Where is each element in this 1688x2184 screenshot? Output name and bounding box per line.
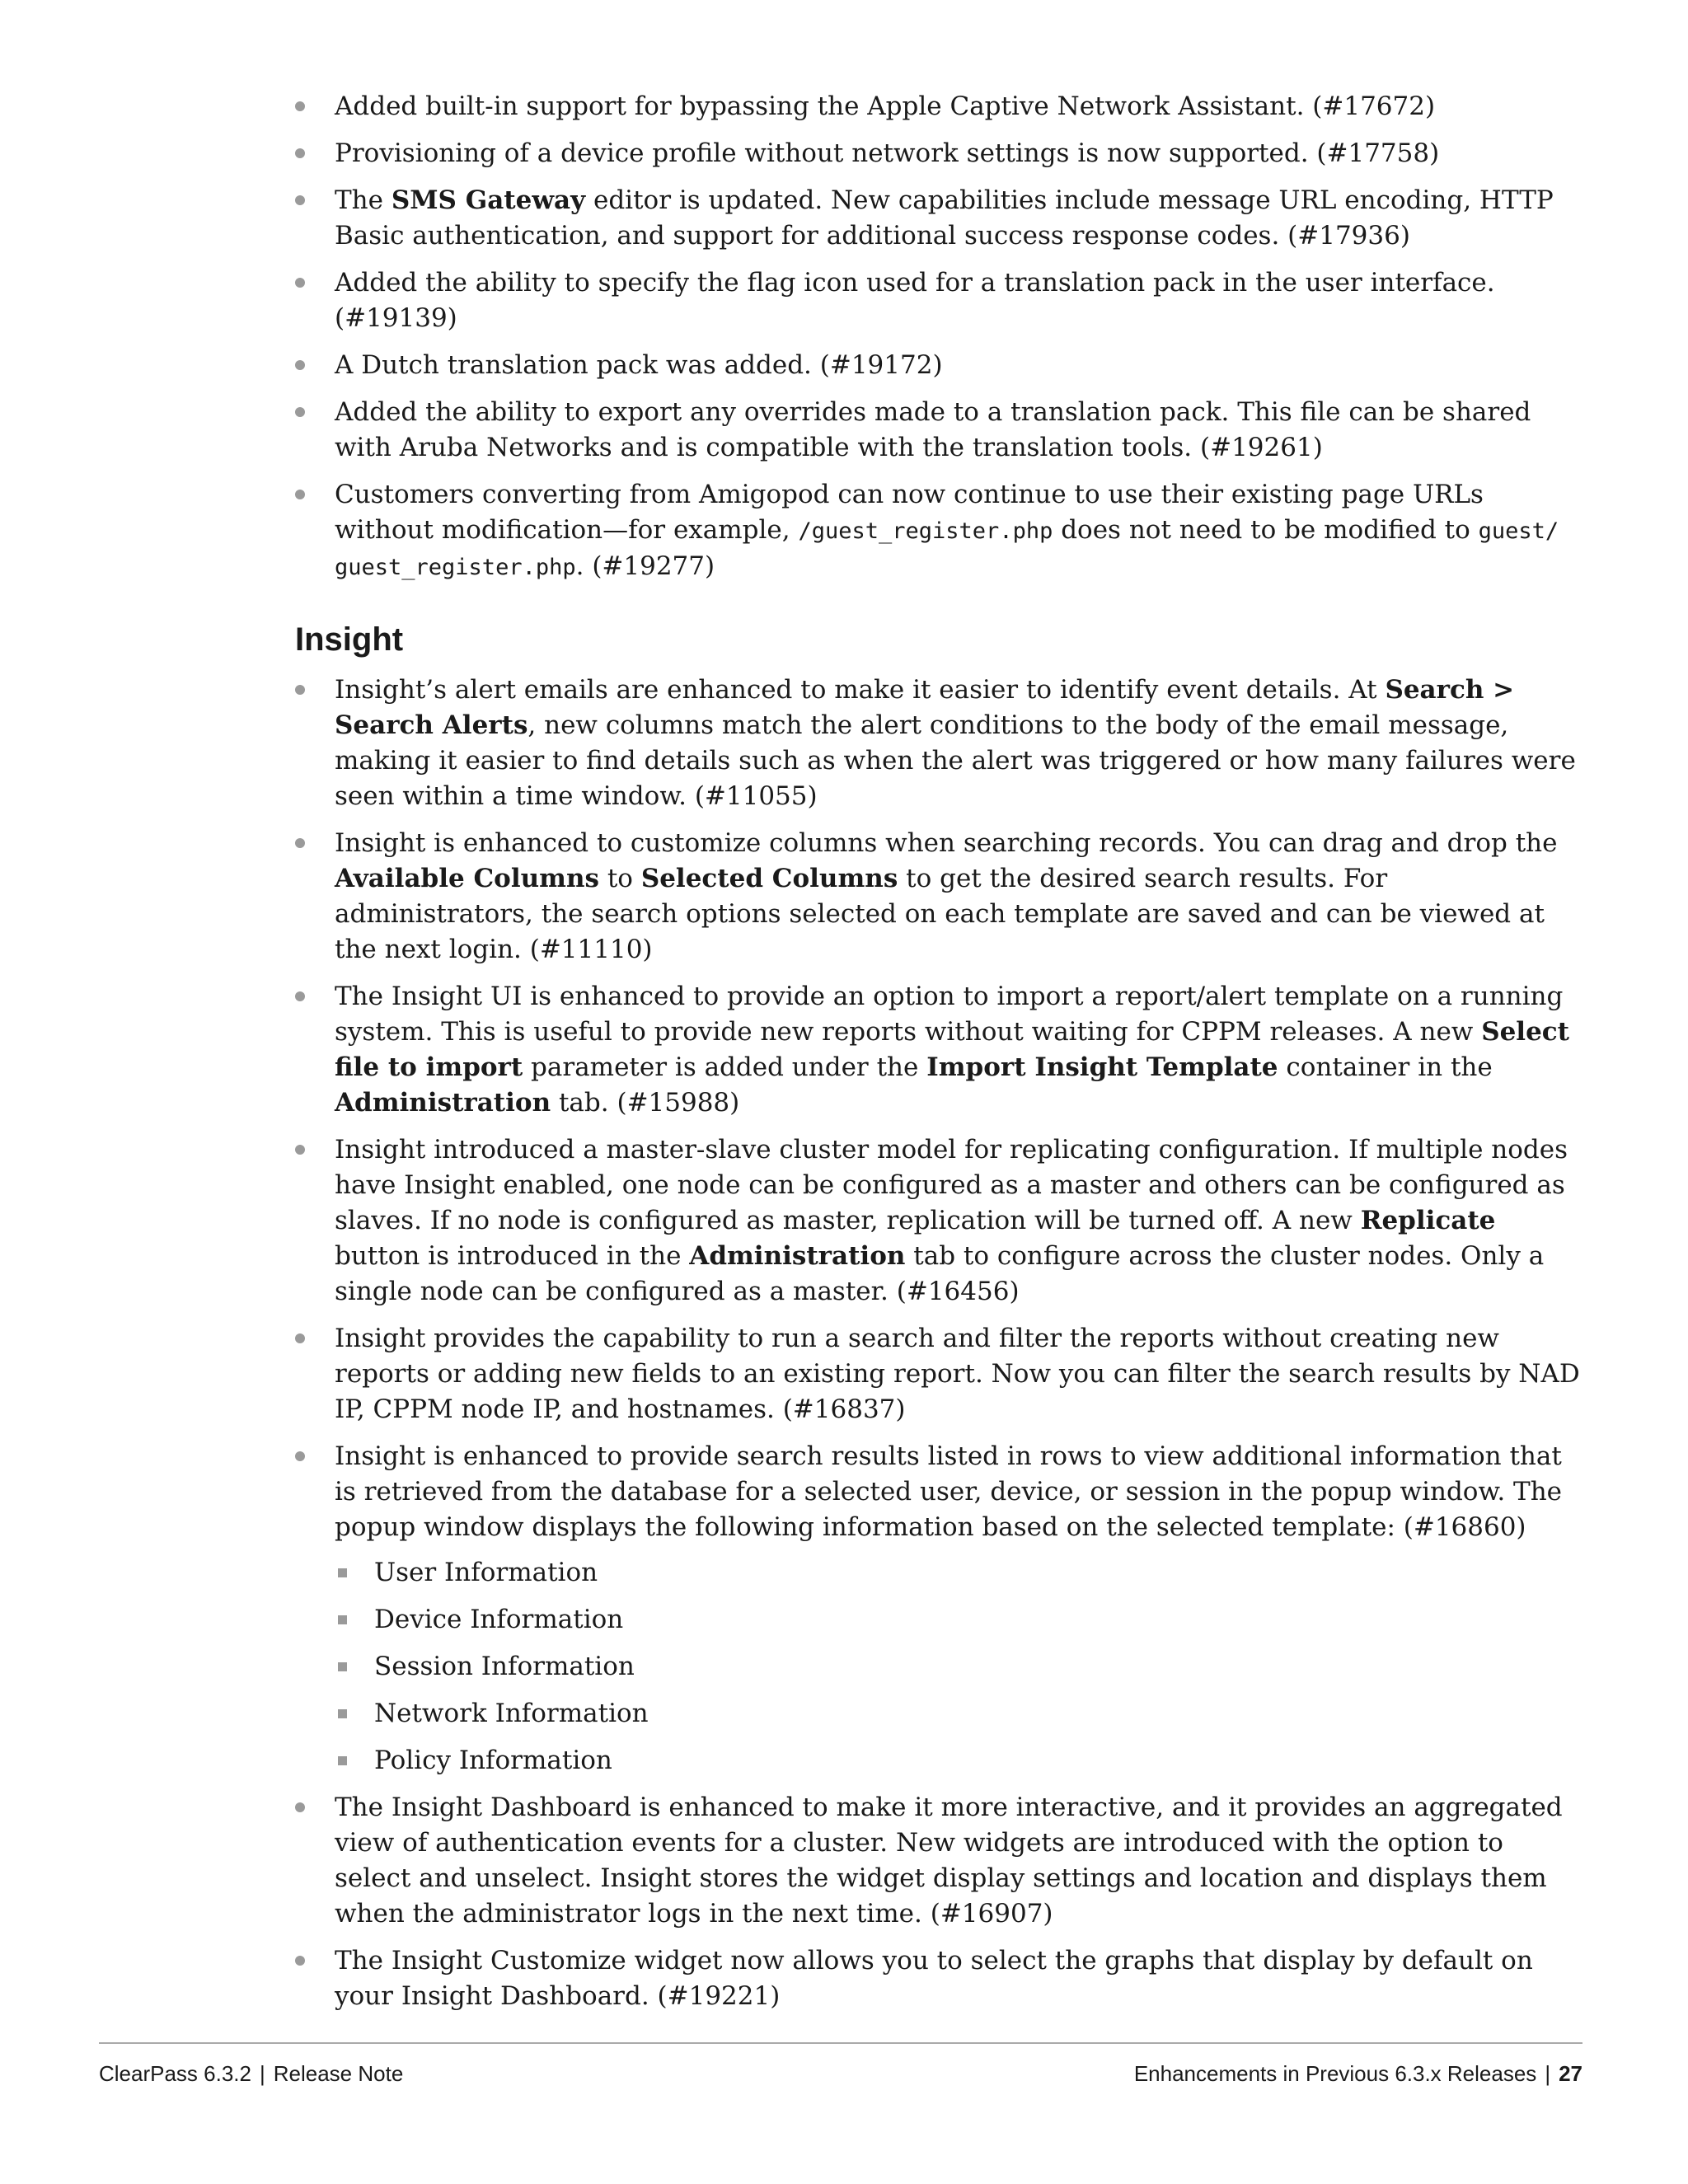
item-text: The Insight Customize widget now allows you to select the graphs that display by default on your Insight Dashboard. (#19221) [335,1946,1533,2011]
item-text: Insight is enhanced to provide search results listed in rows to view additional information that is retrieved from the database for a selected user, device, or session in the popup window. The popup window displays the following information based on the selected template: (#16860) [335,1441,1563,1542]
list-item [295,89,1581,124]
item-text: A Dutch translation pack was added. (#19172) [335,350,943,380]
list-item [295,1439,1581,1779]
list-item [295,136,1581,171]
popup-info-sublist [335,1555,1581,1779]
sublist-item: Policy Information [335,1743,1581,1779]
list-item [295,1132,1581,1310]
item-text: Insight is enhanced to customize columns when searching records. You can drag and drop the Available Columns to Selected Columns to get the desired search results. For administrators, the search options selected on each template are saved and can be viewed at the next login. (#11110) [335,828,1558,964]
bullet-icon [295,685,305,695]
list-item [295,826,1581,968]
sublist-item: Session Information [335,1649,1581,1685]
list-item [295,265,1581,336]
insight-bullet-list [295,673,1581,2014]
item-text: Insight provides the capability to run a search and filter the reports without creating new reports or adding new fields to an existing report. Now you can filter the search results by NAD IP, CPPM node IP, and hostnames. (#16837) [335,1324,1580,1424]
bullet-icon [295,1333,305,1343]
item-text: Added the ability to export any overrides made to a translation pack. This file can be shared with Aruba Networks and is compatible with the translation tools. (#19261) [335,397,1531,462]
item-text: Added built-in support for bypassing the Apple Captive Network Assistant. (#17672) [335,91,1436,121]
footer-product: ClearPass 6.3.2 [99,2061,251,2086]
list-item [295,673,1581,814]
footer-right [1134,2060,1582,2087]
bullet-icon [295,360,305,370]
code-path: guest/ guest_register.php [335,518,1559,580]
section-heading-insight: Insight [295,621,404,658]
square-bullet-icon [338,1568,347,1577]
footer-section-title: Enhancements in Previous 6.3.x Releases [1133,2061,1537,2086]
list-item [295,1321,1581,1427]
list-item [295,1943,1581,2014]
item-text: Provisioning of a device profile without network settings is now supported. (#17758) [335,138,1440,168]
top-bullet-list [295,89,1581,585]
sublist-item: Device Information [335,1602,1581,1638]
bullet-icon [295,1802,305,1812]
item-text: The Insight Dashboard is enhanced to make it more interactive, and it provides an aggregated view of authentication events for a cluster. New widgets are introduced with the option to select and unselect. Insight stores the widget display settings and location and displays them when the administrator logs in the next time. (#16907) [335,1793,1563,1929]
bullet-icon [295,991,305,1001]
footer-divider [99,2042,1582,2044]
footer-left [99,2060,403,2087]
square-bullet-icon [338,1709,347,1718]
bullet-icon [295,407,305,417]
square-bullet-icon [338,1662,347,1671]
square-bullet-icon [338,1615,347,1624]
sublist-item: Network Information [335,1696,1581,1732]
bullet-icon [295,195,305,205]
page-number: 27 [1559,2061,1582,2086]
footer-separator: | [259,2061,265,2086]
item-text: The SMS Gateway editor is updated. New capabilities include message URL encoding, HTTP Basic authentication, and support for additional success response codes. (#17936) [335,185,1554,251]
bullet-icon [295,838,305,848]
footer-separator: | [1545,2061,1551,2086]
list-item [295,183,1581,254]
item-text: Insight’s alert emails are enhanced to make it easier to identify event details. At Search > Search Alerts, new columns match the alert conditions to the body of the email message, making it easier to find details such as when the alert was triggered or how many failures were seen within a time window. (#11055) [335,675,1576,811]
bullet-icon [295,278,305,288]
bullet-icon [295,1145,305,1155]
list-item [295,395,1581,466]
sublist-item: User Information [335,1555,1581,1591]
item-text: Customers converting from Amigopod can now continue to use their existing page URLs without modification—for example, /guest_register.php does not need to be modified to guest/ guest_register.php. (#19277) [335,480,1559,581]
item-text: Added the ability to specify the flag icon used for a translation pack in the user interface. (#19139) [335,268,1495,333]
bullet-icon [295,1451,305,1461]
item-text: The Insight UI is enhanced to provide an option to import a report/alert template on a running system. This is useful to provide new reports without waiting for CPPM releases. A new Select file to import parameter is added under the Import Insight Template container in the Administration tab. (#15988) [335,982,1569,1118]
list-item [295,1790,1581,1932]
list-item [295,348,1581,383]
list-item [295,477,1581,585]
item-text: Insight introduced a master-slave cluster model for replicating configuration. If multiple nodes have Insight enabled, one node can be configured as a master and others can be configured as slaves. If no node is configured as master, replication will be turned off. A new Replicate button is introduced in the Administration tab to configure across the cluster nodes. Only a single node can be configured as a master. (#16456) [335,1135,1568,1306]
page-content [295,89,1581,2026]
footer-doc-type: Release Note [273,2061,404,2086]
square-bullet-icon [338,1756,347,1765]
bullet-icon [295,490,305,499]
bullet-icon [295,101,305,111]
bullet-icon [295,1956,305,1966]
code-path: /guest_register.php [798,518,1053,544]
list-item [295,979,1581,1121]
bullet-icon [295,148,305,158]
